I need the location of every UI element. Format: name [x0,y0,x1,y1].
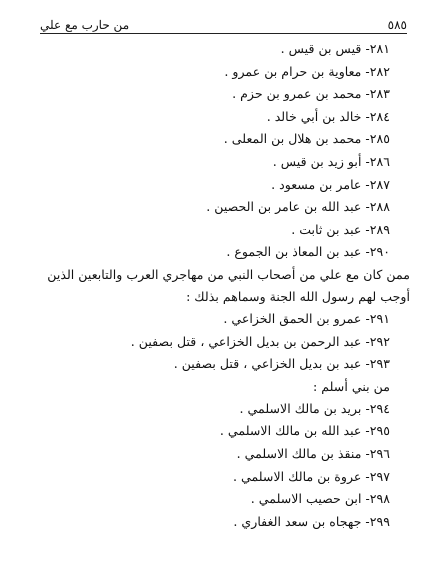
running-title: من حارب مع علي [40,18,130,32]
page-number: ٥٨٥ [387,18,407,32]
list-item: ٢٩٢- عبد الرحمن بن بديل الخزاعي ، قتل بصفين . [130,333,390,349]
paragraph-line: أوجب لهم رسول الله الجنة وسماهم بذلك : [186,288,410,304]
list-item: ٢٨٦- أبو زيد بن قيس . [272,153,390,169]
entry-list-c [38,398,410,534]
list-item: ٢٨٨- عبد الله بن عامر بن الحصين . [206,199,390,215]
list-item: ٢٩١- عمرو بن الحمق الخزاعي . [223,310,390,326]
page-content [38,38,410,533]
list-item: ٢٨٤- خالد بن أبي خالد . [266,108,390,124]
list-item: ٢٨٧- عامر بن مسعود . [271,176,390,192]
list-item: ٢٩٠- عبد بن المعاذ بن الجموع . [226,244,390,260]
list-item: ٢٨٣- محمد بن عمرو بن حزم . [232,86,390,102]
page-header [40,12,407,32]
intro-paragraph [38,264,410,308]
list-item: ٢٩٥- عبد الله بن مالك الاسلمي . [219,423,390,439]
section-subheading: من بني أسلم : [313,378,390,394]
list-item: ٢٨٥- محمد بن هلال بن المعلى . [223,131,390,147]
list-item: ٢٨٩- عبد بن ثابت . [291,221,390,237]
list-item: ٢٨٢- معاوية بن حرام بن عمرو . [224,63,390,79]
paragraph-line: ممن كان مع علي من أصحاب النبي من مهاجري العرب والتابعين الذين [47,266,410,282]
entry-list-a [38,38,410,264]
list-item: ٢٩٧- عروة بن مالك الاسلمي . [232,468,390,484]
list-item: ٢٩٤- بريد بن مالك الاسلمي . [239,400,390,416]
list-item: ٢٩٣- عبد بن بديل الخزاعي ، قتل بصفين . [173,356,390,372]
list-item: ٢٩٦- منقذ بن مالك الاسلمي . [236,445,390,461]
entry-list-b [38,308,410,376]
list-item: ٢٨١- قيس بن قيس . [280,41,390,56]
header-rule [40,33,407,34]
list-item: ٢٩٨- ابن حصيب الاسلمي . [250,491,390,507]
list-item: ٢٩٩- جهجاه بن سعد الغفاري . [233,513,390,529]
